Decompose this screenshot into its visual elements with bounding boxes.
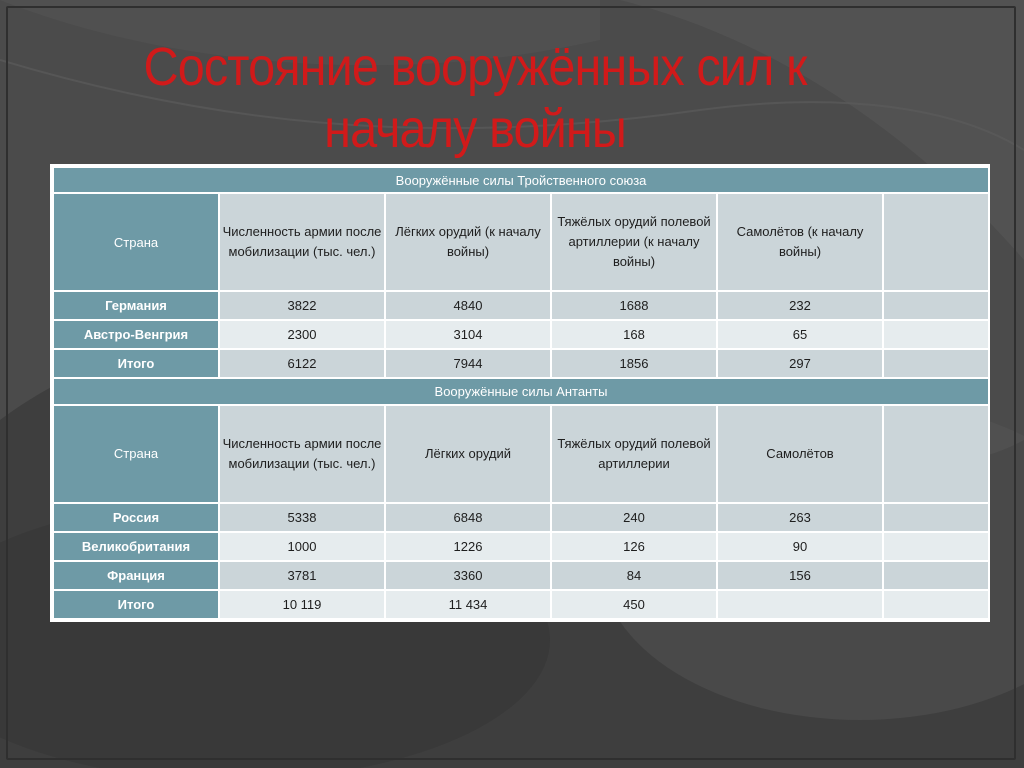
army-cell: 3822 — [220, 292, 384, 319]
army-cell: 10 119 — [220, 591, 384, 618]
light-guns-cell: 1226 — [386, 533, 550, 560]
light-guns-cell: 6848 — [386, 504, 550, 531]
planes-cell: 156 — [718, 562, 882, 589]
army-cell: 6122 — [220, 350, 384, 377]
header-empty — [884, 194, 988, 290]
light-guns-cell: 4840 — [386, 292, 550, 319]
light-guns-cell: 11 434 — [386, 591, 550, 618]
light-guns-cell: 7944 — [386, 350, 550, 377]
planes-cell: 90 — [718, 533, 882, 560]
country-cell: Великобритания — [54, 533, 218, 560]
header-country: Страна — [54, 406, 218, 502]
header-light-guns: Лёгких орудий — [386, 406, 550, 502]
header-light-guns: Лёгких орудий (к началу войны) — [386, 194, 550, 290]
header-heavy-guns: Тяжёлых орудий полевой артиллерии — [552, 406, 716, 502]
header-army: Численность армии после мобилизации (тыс. чел.) — [220, 406, 384, 502]
army-cell: 5338 — [220, 504, 384, 531]
header-heavy-guns: Тяжёлых орудий полевой артиллерии (к началу войны) — [552, 194, 716, 290]
empty-cell — [884, 533, 988, 560]
slide-title: Состояние вооружённых сил к началу войны — [143, 37, 807, 159]
empty-cell — [884, 350, 988, 377]
country-cell: Россия — [54, 504, 218, 531]
section-title-entente: Вооружённые силы Антанты — [54, 379, 988, 403]
header-planes: Самолётов (к началу войны) — [718, 194, 882, 290]
table-row-total — [54, 591, 988, 618]
header-country: Страна — [54, 194, 218, 290]
header-empty — [884, 406, 988, 502]
empty-cell — [884, 292, 988, 319]
header-row-triple-alliance — [54, 194, 988, 290]
header-planes: Самолётов — [718, 406, 882, 502]
planes-cell: 232 — [718, 292, 882, 319]
table-row — [54, 504, 988, 531]
heavy-guns-cell: 84 — [552, 562, 716, 589]
heavy-guns-cell: 240 — [552, 504, 716, 531]
heavy-guns-cell: 168 — [552, 321, 716, 348]
table-row — [54, 321, 988, 348]
table-row — [54, 562, 988, 589]
planes-cell: 297 — [718, 350, 882, 377]
country-cell: Итого — [54, 591, 218, 618]
empty-cell — [884, 562, 988, 589]
empty-cell — [884, 504, 988, 531]
section-title-triple-alliance: Вооружённые силы Тройственного союза — [54, 168, 988, 192]
header-row-entente — [54, 406, 988, 502]
planes-cell: 65 — [718, 321, 882, 348]
empty-cell — [884, 591, 988, 618]
planes-cell: 263 — [718, 504, 882, 531]
army-cell: 1000 — [220, 533, 384, 560]
heavy-guns-cell: 1688 — [552, 292, 716, 319]
heavy-guns-cell: 1856 — [552, 350, 716, 377]
heavy-guns-cell: 126 — [552, 533, 716, 560]
table-row — [54, 292, 988, 319]
army-cell: 2300 — [220, 321, 384, 348]
table-row — [54, 533, 988, 560]
light-guns-cell: 3104 — [386, 321, 550, 348]
forces-table — [52, 166, 990, 620]
header-army: Численность армии после мобилизации (тыс. чел.) — [220, 194, 384, 290]
army-cell: 3781 — [220, 562, 384, 589]
country-cell: Австро-Венгрия — [54, 321, 218, 348]
heavy-guns-cell: 450 — [552, 591, 716, 618]
empty-cell — [884, 321, 988, 348]
forces-table-container — [50, 164, 990, 622]
country-cell: Итого — [54, 350, 218, 377]
planes-cell — [718, 591, 882, 618]
table-row-total — [54, 350, 988, 377]
country-cell: Франция — [54, 562, 218, 589]
country-cell: Германия — [54, 292, 218, 319]
light-guns-cell: 3360 — [386, 562, 550, 589]
